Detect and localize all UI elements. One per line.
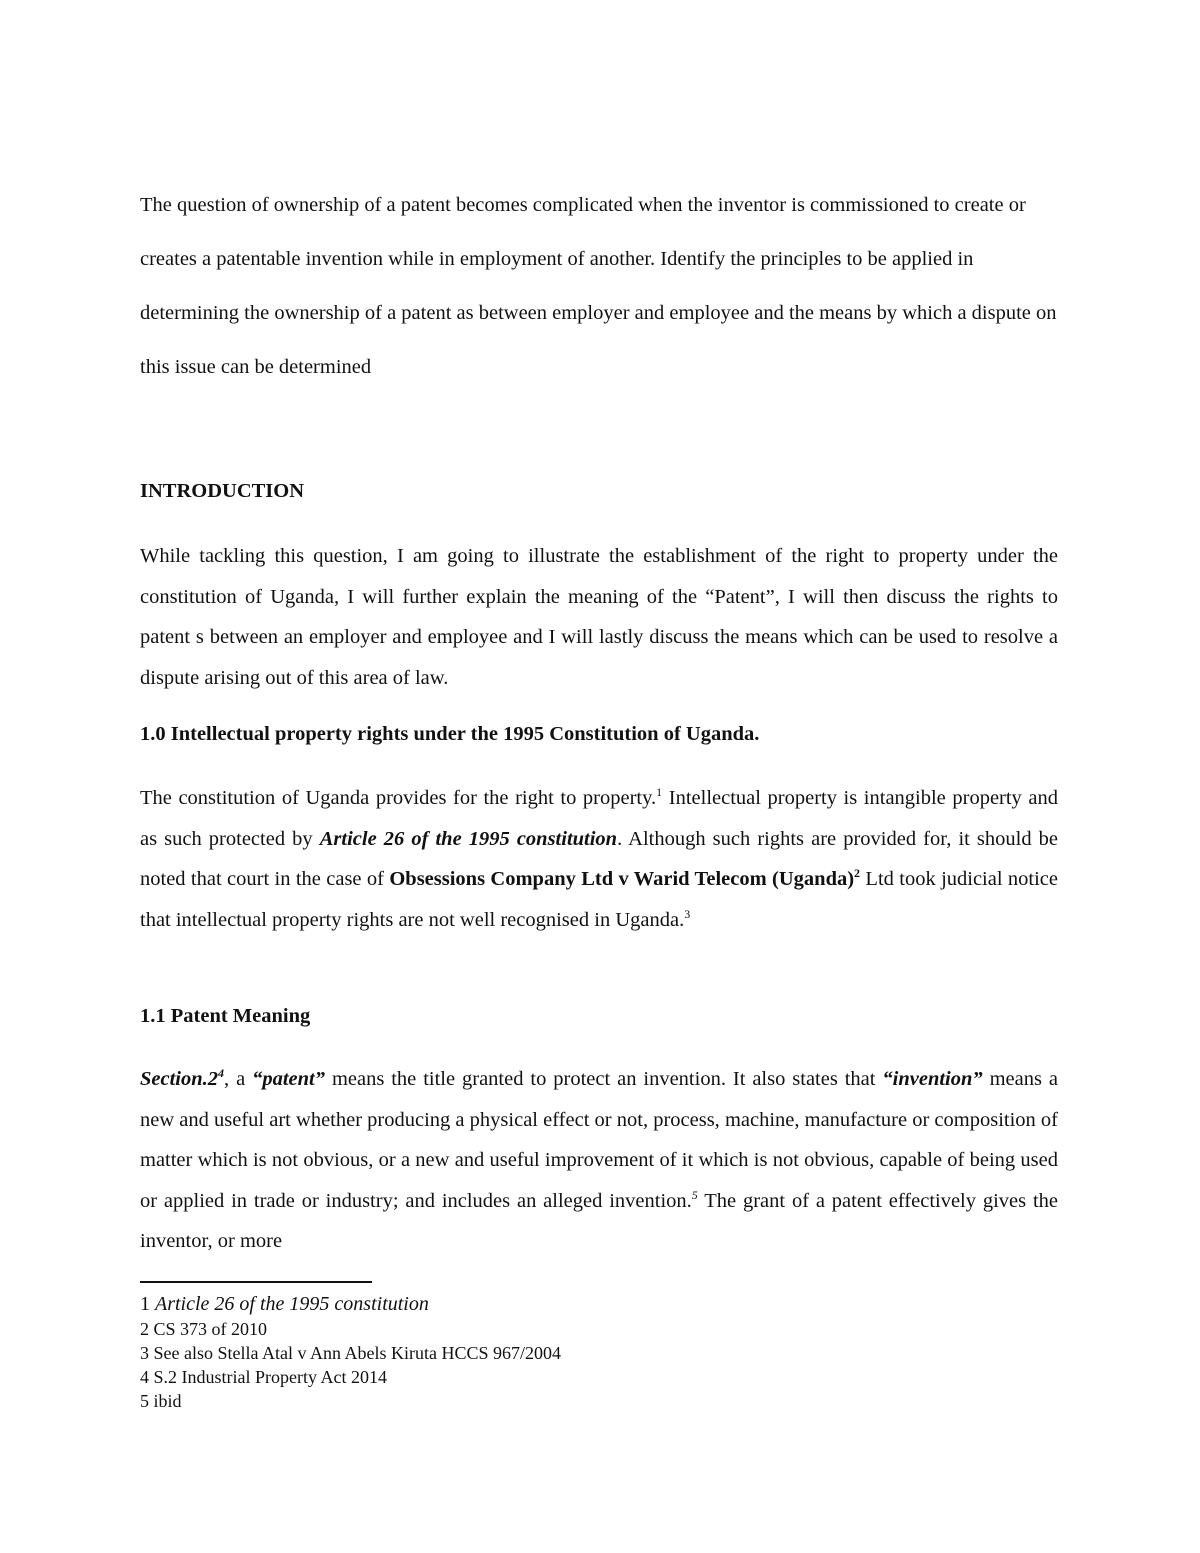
footnote-text: See also Stella Atal v Ann Abels Kiruta HCCS 967/2004 — [153, 1343, 561, 1363]
text-run: Intellectual property is intangible property and as such protected by — [140, 787, 1058, 850]
section-reference: Section.2 — [140, 1068, 219, 1090]
section-1-1-heading: 1.1 Patent Meaning — [140, 1005, 311, 1027]
footnote-text: S.2 Industrial Property Act 2014 — [153, 1367, 387, 1387]
footnote-4 — [140, 1365, 840, 1389]
footnote-number: 2 — [140, 1319, 149, 1339]
case-name: Obsessions Company Ltd v Warid Telecom (Uganda) — [389, 868, 855, 890]
text-run: The constitution of Uganda provides for the right to property. — [140, 787, 657, 809]
footnote-number: 5 — [140, 1391, 149, 1411]
footnote-ref-5: 5 — [691, 1187, 698, 1202]
footnote-number: 1 — [140, 1293, 150, 1315]
term-invention: “invention” — [882, 1068, 983, 1090]
section-1-1-paragraph — [140, 1059, 1058, 1262]
introduction-paragraph: While tackling this question, I am going to illustrate the establishment of the right to property under the constitution of Uganda, I will further explain the meaning of the “Patent”, I will then discuss the rights to patent s between an employer and employee and I will lastly discuss the means which can be used to resolve a dispute arising out of this area of law. — [140, 545, 1058, 689]
question-paragraph: The question of ownership of a patent becomes complicated when the inventor is commissioned to create or creates a patentable invention while in employment of another. Identify the principles to be applied in determining the ownership of a patent as between employer and employee and the means by which a dispute on this issue can be determined — [140, 194, 1057, 378]
footnote-3 — [140, 1341, 840, 1365]
footnote-ref-4: 4 — [218, 1066, 225, 1081]
footnote-ref-3: 3 — [684, 906, 691, 921]
footnotes — [140, 1291, 840, 1413]
section-1-0-paragraph — [140, 778, 1058, 940]
term-patent: “patent” — [252, 1068, 326, 1090]
text-run: means a new and useful art whether producing a physical effect or not, process, machine, manufacture or composition of matter which is not obvious, or a new and useful improvement of it which is not obvious, capable of being used or applied in trade or industry; and includes an alleged invention. — [140, 1068, 1058, 1212]
text-run: Ltd took judicial notice that intellectual property rights are not well recognised in Uganda. — [140, 868, 1059, 931]
text-run: means the title granted to protect an invention. It also states that — [325, 1068, 883, 1090]
text-run: . Although such rights are provided for, it should be noted that court in the case of — [140, 827, 1059, 890]
footnote-separator — [140, 1281, 372, 1283]
text-run: , a — [224, 1068, 253, 1090]
footnote-ref-1: 1 — [656, 785, 663, 800]
footnote-text: CS 373 of 2010 — [153, 1319, 268, 1339]
footnote-ref-2: 2 — [854, 866, 861, 881]
footnote-5 — [140, 1389, 840, 1413]
section-1-0-heading: 1.0 Intellectual property rights under the 1995 Constitution of Uganda. — [140, 723, 760, 745]
text-run: The grant of a patent effectively gives the inventor, or more — [140, 1189, 1059, 1252]
footnote-2 — [140, 1317, 840, 1341]
footnote-1 — [140, 1291, 840, 1317]
footnote-number: 4 — [140, 1367, 149, 1387]
footnote-text: Article 26 of the 1995 constitution — [155, 1293, 429, 1315]
footnote-number: 3 — [140, 1343, 149, 1363]
footnote-text: ibid — [153, 1391, 182, 1411]
article-reference: Article 26 of the 1995 constitution — [319, 827, 618, 850]
introduction-heading: INTRODUCTION — [140, 480, 305, 502]
